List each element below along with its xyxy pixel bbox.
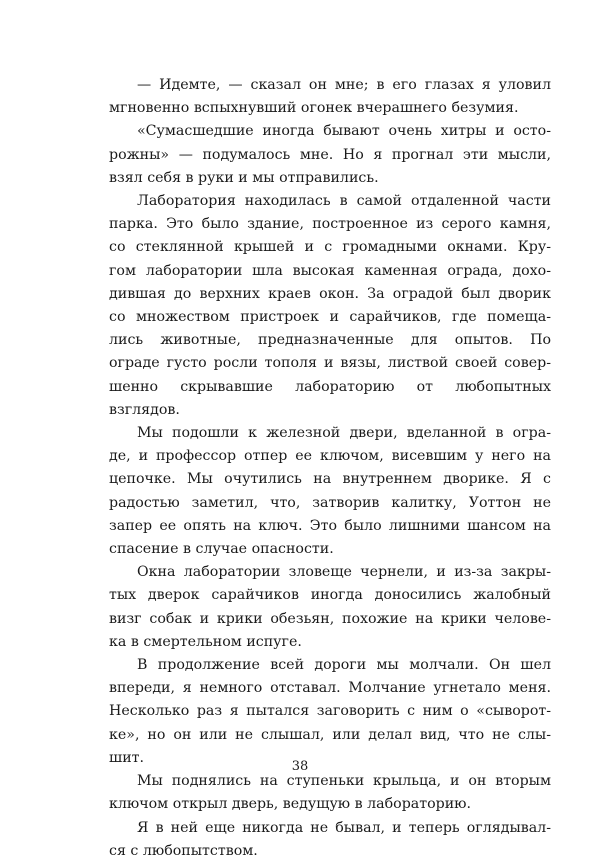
text-line: Лаборатория находилась в самой отдаленной части: [137, 193, 551, 210]
paragraph: [109, 422, 551, 561]
text-line: шенно скрывавшие лабораторию от любопытных: [109, 378, 551, 395]
text-line: ка в смертельном испуге.: [109, 633, 302, 650]
text-line: взглядов.: [109, 401, 180, 418]
text-line: радостью заметил, что, затворив калитку, Уоттон не: [109, 494, 551, 511]
paragraph: [109, 190, 551, 422]
text-line: Несколько раз я пытался заговорить с ним о «сыворот-: [109, 703, 551, 720]
text-line: «Сумасшедшие иногда бывают очень хитры и осто-: [137, 123, 551, 140]
text-line: лись животные, предназначенные для опытов. По: [109, 332, 551, 349]
paragraph: [109, 770, 551, 816]
paragraph: [109, 74, 551, 120]
text-line: визг собак и крики обезьян, похожие на крики челове-: [109, 610, 551, 627]
paragraph: [109, 817, 551, 863]
text-line: — Идемте, — сказал он мне; в его глазах я уловил: [137, 77, 551, 93]
text-line: Я в ней еще никогда не бывал, и теперь оглядывал-: [137, 819, 551, 836]
text-line: Мы подошли к железной двери, вделанной в огра-: [137, 425, 551, 442]
text-line: гом лаборатории шла высокая каменная ограда, дохо-: [109, 262, 551, 279]
page-number: 38: [291, 759, 309, 774]
paragraph: [109, 654, 551, 770]
text-line: впереди, я немного отставал. Молчание угнетало меня.: [109, 680, 551, 697]
text-line: Мы поднялись на ступеньки крыльца, и он вторым: [137, 773, 551, 790]
text-line: со множеством пристроек и сарайчиков, где помеща-: [109, 309, 551, 326]
body-text: [109, 74, 551, 863]
text-line: спасение в случае опасности.: [109, 541, 334, 558]
paragraph: [109, 120, 551, 190]
text-line: тых дверок сарайчиков иногда доносились жалобный: [109, 587, 551, 604]
text-line: дившая до верхних краев окон. За оградой был дворик: [109, 285, 551, 302]
text-line: В продолжение всей дороги мы молчали. Он шел: [137, 657, 551, 674]
text-line: ограде густо росли тополя и вязы, листвой своей совер-: [109, 355, 551, 372]
text-line: парка. Это было здание, построенное из серого камня,: [109, 216, 551, 233]
text-line: взял себя в руки и мы отправились.: [109, 169, 379, 186]
text-line: ке», но он или не слышал, или делал вид, что не слы-: [109, 726, 551, 743]
text-line: мгновенно вспыхнувший огонек вчерашнего безумия.: [109, 100, 519, 117]
text-line: Окна лаборатории зловеще чернели, и из-за закры-: [137, 564, 551, 581]
text-line: ся с любопытством.: [109, 842, 258, 859]
text-line: цепочке. Мы очутились на внутреннем дворике. Я с: [109, 471, 551, 488]
text-line: со стеклянной крышей и с громадными окнами. Кру-: [109, 239, 551, 256]
text-line: ключом открыл дверь, ведущую в лабораторию.: [109, 796, 472, 813]
text-line: де, и профессор отпер ее ключом, висевшим у него на: [109, 448, 551, 465]
text-line: шит.: [109, 749, 145, 766]
text-line: рожны» — подумалось мне. Но я прогнал эти мысли,: [109, 146, 551, 163]
paragraph: [109, 561, 551, 654]
text-line: запер ее опять на ключ. Это было лишними шансом на: [109, 517, 551, 534]
